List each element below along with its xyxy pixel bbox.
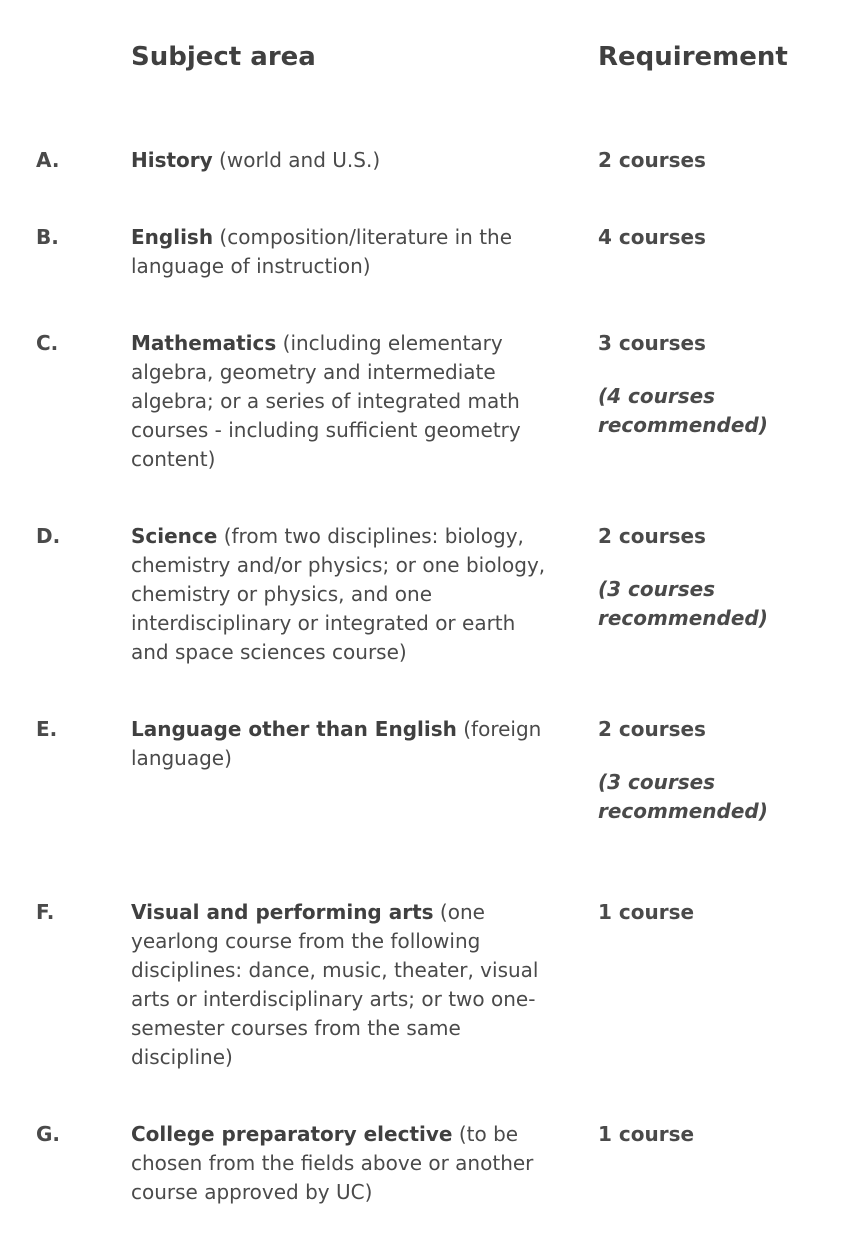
subject-description [131, 715, 546, 773]
row-letter: B. [36, 225, 59, 249]
requirement-cell [598, 223, 838, 252]
subject-detail: (foreign language) [131, 717, 542, 770]
recommended-note: (4 courses recommended) [598, 384, 768, 437]
subject-name: History [131, 148, 213, 172]
subject-area-header: Subject area [131, 42, 316, 72]
subject-detail: (including elementary algebra, geometry and intermediate algebra; or a series of integrated math courses - including sufficient geometry content) [131, 331, 521, 471]
requirement-cell [598, 1120, 838, 1149]
subject-detail: (world and U.S.) [212, 148, 381, 172]
subject-name: Mathematics [131, 331, 277, 355]
subject-name: Visual and performing arts [131, 900, 434, 924]
subject-description [131, 146, 546, 175]
requirement-cell [598, 522, 838, 633]
recommended-note: (3 courses recommended) [598, 770, 768, 823]
subject-detail: (composition/literature in the language of instruction) [131, 225, 513, 278]
subject-name: Language other than English [131, 717, 457, 741]
requirement-header: Requirement [598, 42, 788, 72]
subject-name: College preparatory elective [131, 1122, 453, 1146]
requirement-cell [598, 146, 838, 175]
row-letter: G. [36, 1122, 61, 1146]
row-letter: E. [36, 717, 58, 741]
row-letter: D. [36, 524, 61, 548]
requirement-value: 2 courses [598, 148, 706, 172]
subject-detail: (to be chosen from the fields above or another course approved by UC) [131, 1122, 534, 1204]
subject-description [131, 329, 546, 474]
subject-name: Science [131, 524, 218, 548]
subject-description [131, 223, 546, 281]
requirement-value: 3 courses [598, 331, 706, 355]
requirement-value: 4 courses [598, 225, 706, 249]
subject-detail: (from two disciplines: biology, chemistry and/or physics; or one biology, chemistry or physics, and one interdisciplinary or integrated or earth and space sciences course) [131, 524, 546, 664]
requirement-value: 2 courses [598, 717, 706, 741]
subject-detail: (one yearlong course from the following disciplines: dance, music, theater, visual arts or interdisciplinary arts; or two one-semester courses from the same discipline) [131, 900, 539, 1069]
requirement-cell [598, 329, 838, 440]
subject-name: English [131, 225, 214, 249]
requirement-cell [598, 898, 838, 927]
subject-description [131, 522, 546, 667]
requirement-value: 2 courses [598, 524, 706, 548]
requirement-cell [598, 715, 838, 826]
recommended-note: (3 courses recommended) [598, 577, 768, 630]
requirement-value: 1 course [598, 1122, 695, 1146]
row-letter: C. [36, 331, 59, 355]
row-letter: A. [36, 148, 60, 172]
requirement-value: 1 course [598, 900, 695, 924]
subject-description [131, 898, 546, 1072]
row-letter: F. [36, 900, 55, 924]
subject-description [131, 1120, 546, 1207]
